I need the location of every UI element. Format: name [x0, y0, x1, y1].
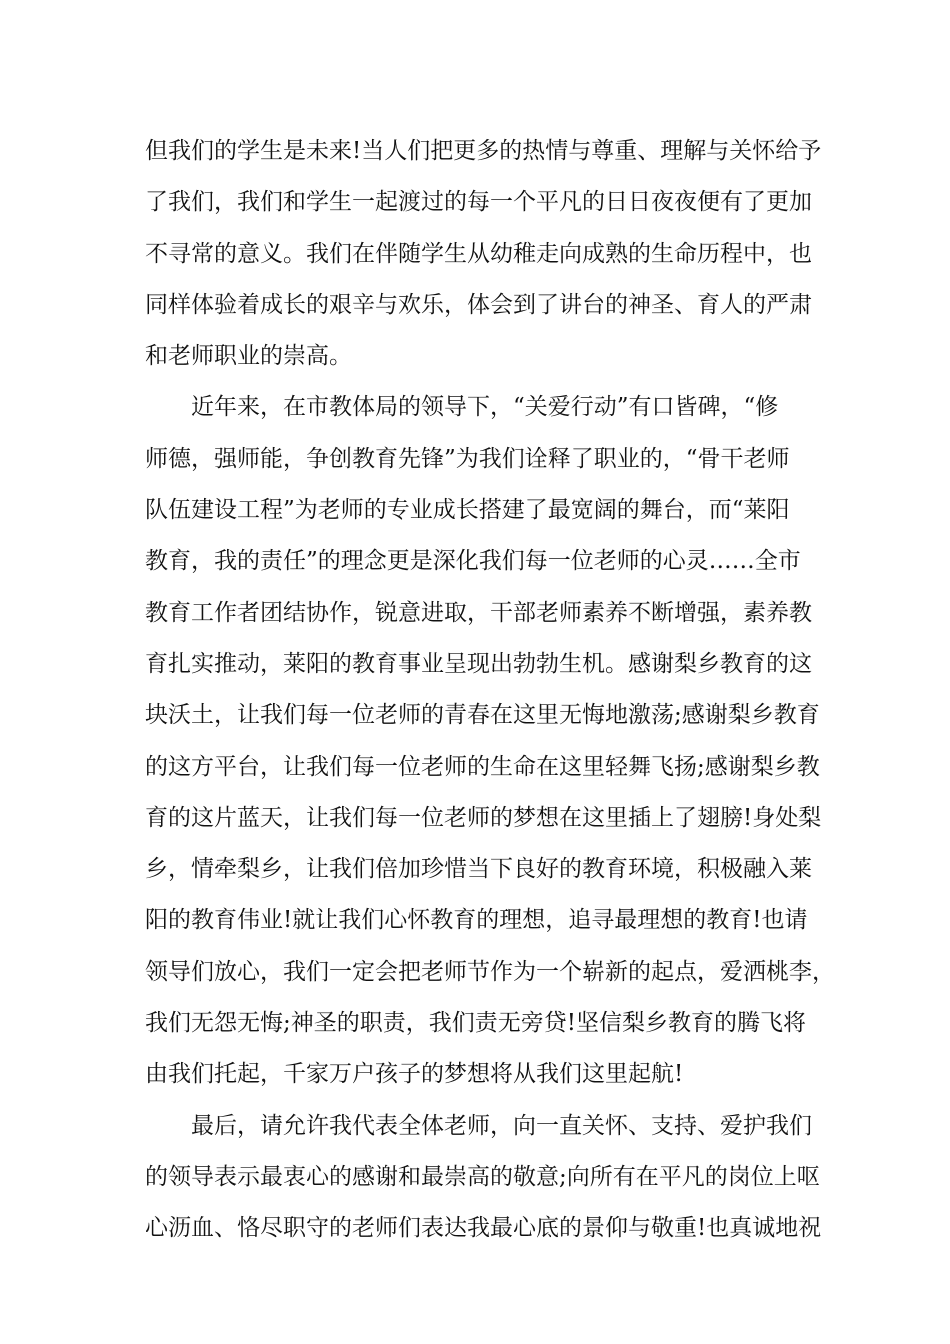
text-line: 但我们的学生是未来!当人们把更多的热情与尊重、理解与关怀给予: [145, 138, 822, 164]
text-line: 和老师职业的崇高。: [145, 343, 352, 370]
paragraph-first-line: 最后，请允许我代表全体老师，向一直关怀、支持、爱护我们: [191, 1112, 812, 1139]
text-line: 的这方平台，让我们每一位老师的生命在这里轻舞飞扬;感谢梨乡教: [145, 753, 820, 780]
text-line: 领导们放心，我们一定会把老师节作为一个崭新的起点，爱洒桃李，: [145, 958, 835, 985]
body-text: [145, 126, 835, 1255]
text-line: 同样体验着成长的艰辛与欢乐，体会到了讲台的神圣、育人的严肃: [145, 291, 812, 318]
text-line: 由我们托起，千家万户孩子的梦想将从我们这里起航!: [145, 1061, 684, 1088]
text-line: 了我们，我们和学生一起渡过的每一个平凡的日日夜夜便有了更加: [145, 189, 812, 216]
text-line: 师德，强师能，争创教育先锋”为我们诠释了职业的，“骨干老师: [145, 445, 790, 472]
text-line: 不寻常的意义。我们在伴随学生从幼稚走向成熟的生命历程中，也: [145, 240, 812, 267]
text-line: 乡，情牵梨乡，让我们倍加珍惜当下良好的教育环境，积极融入莱: [145, 856, 812, 883]
text-line: 阳的教育伟业!就让我们心怀教育的理想，追寻最理想的教育!也请: [145, 907, 808, 934]
text-line: 队伍建设工程”为老师的专业成长搭建了最宽阔的舞台，而“莱阳: [145, 497, 790, 524]
text-line: 育的这片蓝天，让我们每一位老师的梦想在这里插上了翅膀!身处梨: [145, 804, 822, 831]
text-line: 教育，我的责任”的理念更是深化我们每一位老师的心灵……全市: [145, 548, 801, 575]
text-line: 心沥血、恪尽职守的老师们表达我最心底的景仰与敬重!也真诚地祝: [145, 1215, 822, 1242]
text-line: 我们无怨无悔;神圣的职责，我们责无旁贷!坚信梨乡教育的腾飞将: [145, 1010, 806, 1037]
text-line: 育扎实推动，莱阳的教育事业呈现出勃勃生机。感谢梨乡教育的这: [145, 650, 812, 677]
text-line: 教育工作者团结协作，锐意进取，干部老师素养不断增强，素养教: [145, 599, 812, 626]
paragraph-first-line: 近年来，在市教体局的领导下，“关爱行动”有口皆碑，“修: [191, 394, 779, 421]
text-line: 的领导表示最衷心的感谢和最崇高的敬意;向所有在平凡的岗位上呕: [145, 1163, 820, 1190]
text-line: 块沃土，让我们每一位老师的青春在这里无悔地激荡;感谢梨乡教育: [145, 702, 820, 729]
